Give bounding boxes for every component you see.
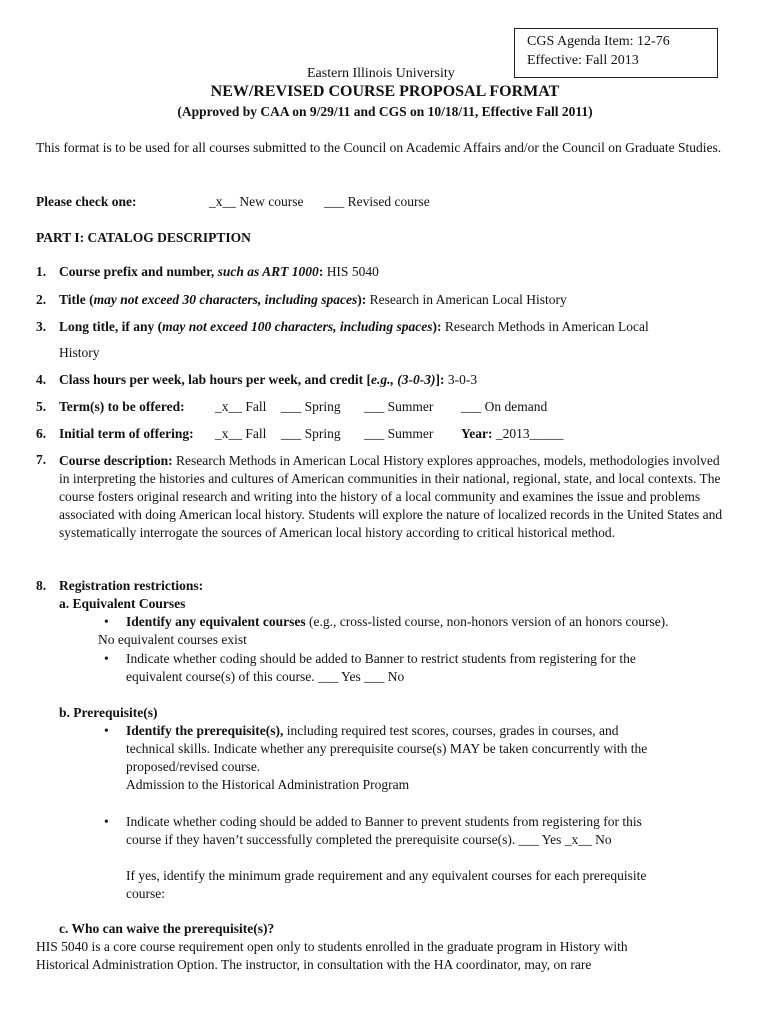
agenda-box [514, 28, 718, 78]
agenda-item: CGS Agenda Item: 12-76 [527, 34, 670, 49]
prereq-if-yes-line2: course: [126, 886, 165, 901]
equivalent-banner-line2: equivalent course(s) of this course. ___ Yes ___ No [126, 669, 405, 684]
prereq-answer: Admission to the Historical Administration Program [126, 777, 410, 792]
bullet: • [104, 614, 109, 629]
prereq-banner-line1: Indicate whether coding should be added to Banner to prevent students from registering for this [126, 814, 642, 829]
bullet: • [104, 723, 109, 738]
value: Research Methods in American Local History explores approaches, models, methodologies involved in interpreting the histories and cultures of American communities in their national, regional, state, and local contexts. The course fosters original research and writing into the history of a local community and examines the issue and problems associated with doing American local history. Students will explore the nature of localized records in the United States and systematically interrogate the sources of American local history according to critical historical method. [59, 453, 723, 540]
value: Research Methods in American Local [441, 319, 649, 334]
label: Long title, if any ( [59, 319, 163, 334]
equivalent-identify [126, 614, 669, 630]
initial-term-spring: ___ Spring [281, 426, 341, 441]
waive-line1: HIS 5040 is a core course requirement open only to students enrolled in the graduate program in History with [36, 939, 628, 954]
item-class-hours [59, 372, 477, 388]
waive-heading: c. Who can waive the prerequisite(s)? [59, 921, 275, 936]
item-title [59, 292, 567, 308]
revised-course-check: ___ Revised course [324, 194, 430, 209]
item-number: 8. [36, 578, 47, 593]
course-description [59, 452, 731, 542]
label: Identify any equivalent courses [126, 614, 306, 629]
label-note: may not exceed 30 characters, including spaces [93, 292, 358, 307]
item-number: 7. [36, 452, 47, 467]
initial-term-fall: _x__ Fall [215, 426, 267, 441]
prereq-identify-line3: proposed/revised course. [126, 759, 261, 774]
value: HIS 5040 [323, 264, 379, 279]
label: Course description: [59, 453, 173, 468]
waive-line2: Historical Administration Option. The instructor, in consultation with the HA coordinator, may, on rare [36, 957, 592, 972]
label-note: may not exceed 100 characters, including spaces [162, 319, 433, 334]
prereq-identify-line2: technical skills. Indicate whether any prerequisite course(s) MAY be taken concurrently with the [126, 741, 648, 756]
item-number: 5. [36, 399, 47, 414]
label-close: ): [357, 292, 367, 307]
bullet: • [104, 651, 109, 666]
university-name: Eastern Illinois University [307, 66, 455, 81]
label-example: e.g., (3-0-3) [371, 372, 436, 387]
label-close: ): [432, 319, 442, 334]
terms-offered-label: Term(s) to be offered: [59, 399, 185, 414]
equivalent-answer: No equivalent courses exist [98, 632, 247, 647]
item-number: 3. [36, 319, 47, 334]
label-example: such as ART 1000 [217, 264, 319, 279]
equivalent-banner-line1: Indicate whether coding should be added to Banner to restrict students from registering for the [126, 651, 636, 666]
equivalent-courses-heading: a. Equivalent Courses [59, 596, 186, 611]
initial-term-year [461, 426, 563, 442]
check-label: Please check one: [36, 194, 137, 209]
prerequisites-heading: b. Prerequisite(s) [59, 705, 158, 720]
year-label: Year: [461, 426, 493, 441]
part1-heading: PART I: CATALOG DESCRIPTION [36, 230, 251, 245]
form-title: NEW/REVISED COURSE PROPOSAL FORMAT [210, 83, 560, 100]
item-number: 2. [36, 292, 47, 307]
effective-term: Effective: Fall 2013 [527, 53, 639, 68]
term-on-demand: ___ On demand [461, 399, 548, 414]
item-number: 4. [36, 372, 47, 387]
label: Title ( [59, 292, 94, 307]
item-long-title [59, 319, 649, 335]
label: Class hours per week, lab hours per week, and credit [ [59, 372, 372, 387]
initial-term-summer: ___ Summer [364, 426, 434, 441]
item-course-prefix [59, 264, 379, 280]
prereq-if-yes-line1: If yes, identify the minimum grade requirement and any equivalent courses for each prerequisite [126, 868, 647, 883]
initial-term-label: Initial term of offering: [59, 426, 194, 441]
label: Identify the prerequisite(s), [126, 723, 284, 738]
prereq-banner-line2: course if they haven’t successfully completed the prerequisite course(s). ___ Yes _x__ No [126, 832, 612, 847]
text: (e.g., cross-listed course, non-honors version of an honors course). [305, 614, 669, 629]
label-colon: : [318, 264, 324, 279]
bullet: • [104, 814, 109, 829]
label: Course prefix and number, [59, 264, 218, 279]
text: including required test scores, courses, grades in courses, and [283, 723, 619, 738]
item-number: 1. [36, 264, 47, 279]
term-summer: ___ Summer [364, 399, 434, 414]
form-subtitle: (Approved by CAA on 9/29/11 and CGS on 10/18/11, Effective Fall 2011) [177, 104, 593, 119]
new-course-check: _x__ New course [209, 194, 304, 209]
year-value: _2013_____ [492, 426, 564, 441]
term-spring: ___ Spring [281, 399, 341, 414]
label-close: ]: [435, 372, 445, 387]
term-fall: _x__ Fall [215, 399, 267, 414]
intro-paragraph: This format is to be used for all courses submitted to the Council on Academic Affairs and/or the Council on Graduate Studies. [36, 140, 722, 155]
item-number: 6. [36, 426, 47, 441]
long-title-continued: History [59, 345, 100, 360]
value: Research in American Local History [366, 292, 567, 307]
registration-restrictions-label: Registration restrictions: [59, 578, 204, 593]
value: 3-0-3 [444, 372, 478, 387]
prereq-identify-line1 [126, 723, 619, 739]
